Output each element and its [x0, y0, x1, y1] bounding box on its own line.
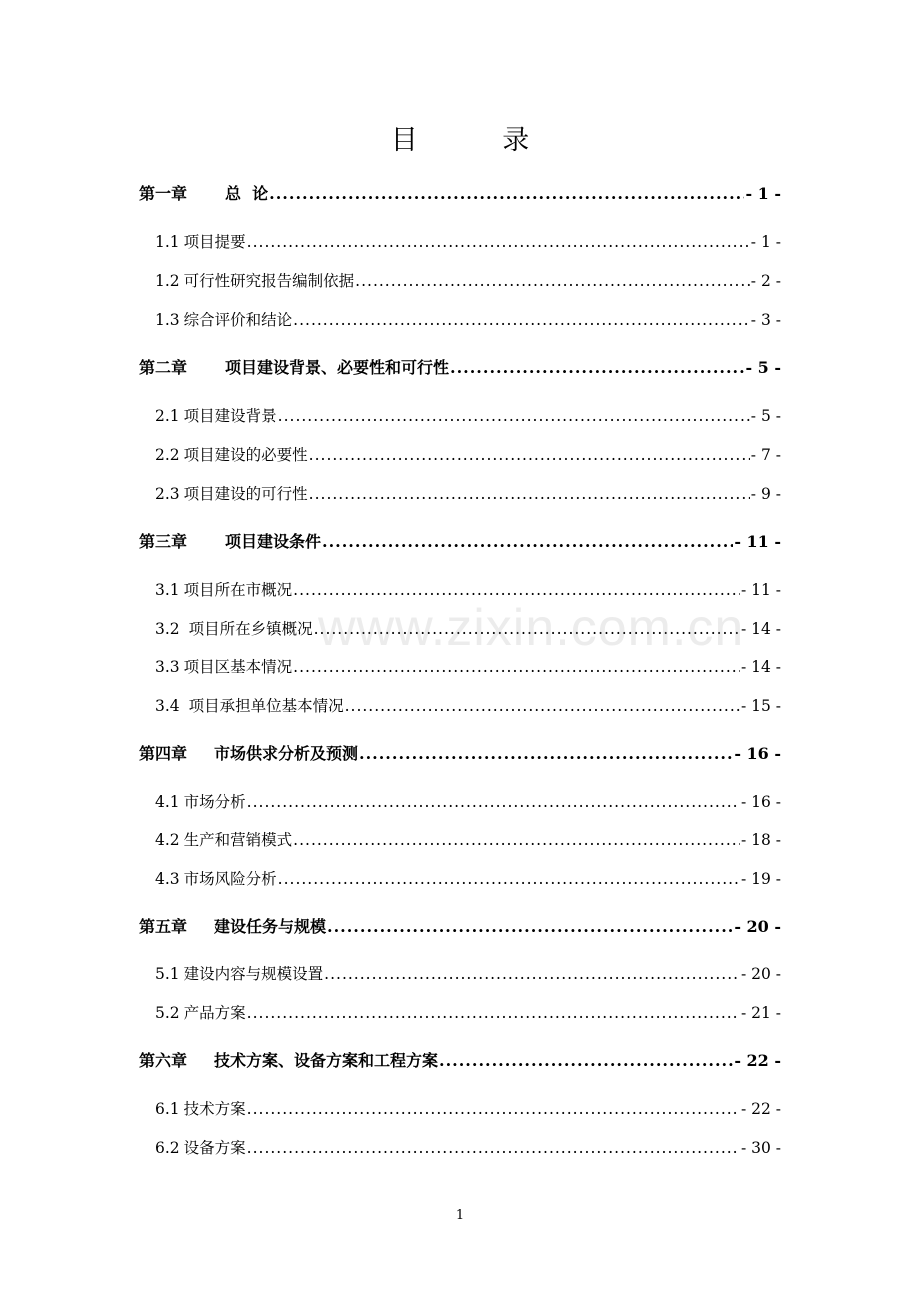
dot-leader [359, 744, 733, 763]
page-number: - 2 - [750, 272, 781, 290]
dot-leader [345, 697, 740, 715]
dot-leader [293, 831, 740, 849]
toc-section-3-1[interactable] [155, 578, 781, 600]
chapter-number: 第四章 [139, 744, 188, 763]
section-title: 项目建设背景 [183, 407, 277, 425]
section-title: 产品方案 [183, 1004, 246, 1022]
page-number: - 11 - [740, 581, 781, 599]
toc-section-4-3[interactable] [155, 867, 781, 889]
section-title: 设备方案 [183, 1139, 246, 1157]
dot-leader [247, 1100, 740, 1118]
section-number: 3.4 [155, 697, 180, 715]
dot-leader [278, 870, 740, 888]
section-number: 1.2 [155, 272, 180, 290]
chapter-title: 项目建设背景、必要性和可行性 [225, 358, 450, 377]
section-title: 项目承担单位基本情况 [183, 697, 344, 715]
dot-leader [269, 184, 744, 203]
chapter-title: 市场供求分析及预测 [214, 744, 359, 763]
section-title: 项目所在市概况 [183, 581, 293, 599]
section-title: 生产和营销模式 [183, 831, 293, 849]
dot-leader [278, 407, 750, 425]
page-number: - 1 - [750, 233, 781, 251]
section-number: 4.1 [155, 793, 180, 811]
section-number: 4.2 [155, 831, 180, 849]
page-number: - 14 - [740, 620, 781, 638]
section-number: 6.2 [155, 1139, 180, 1157]
section-number: 3.2 [155, 620, 180, 638]
toc-section-2-3[interactable] [155, 482, 781, 504]
page-number: - 7 - [750, 446, 781, 464]
dot-leader [293, 311, 750, 329]
page-number: - 14 - [740, 658, 781, 676]
page-number: - 20 - [734, 917, 781, 936]
dot-leader [293, 581, 740, 599]
section-number: 2.2 [155, 446, 180, 464]
toc-section-3-3[interactable] [155, 655, 781, 677]
section-number: 2.3 [155, 485, 180, 503]
section-number: 6.1 [155, 1100, 180, 1118]
watermark: www.zixin.com.cn [318, 599, 745, 657]
section-title: 项目所在乡镇概况 [183, 620, 313, 638]
chapter-number: 第五章 [139, 917, 188, 936]
page-number: - 9 - [750, 485, 781, 503]
chapter-title: 技术方案、设备方案和工程方案 [214, 1051, 439, 1070]
page-number: - 1 - [745, 184, 781, 203]
toc-chapter-1[interactable] [139, 181, 781, 204]
toc-section-5-2[interactable] [155, 1001, 781, 1023]
page-number: - 21 - [740, 1004, 781, 1022]
page-number: - 22 - [740, 1100, 781, 1118]
section-title: 可行性研究报告编制依据 [183, 272, 355, 290]
toc-section-1-2[interactable] [155, 269, 781, 291]
dot-leader [247, 233, 750, 251]
toc-chapter-6[interactable] [139, 1048, 781, 1071]
section-number: 1.3 [155, 311, 180, 329]
toc-section-5-1[interactable] [155, 962, 781, 984]
dot-leader [450, 358, 744, 377]
dot-leader [309, 446, 750, 464]
dot-leader [247, 793, 740, 811]
section-number: 2.1 [155, 407, 180, 425]
page-number: - 18 - [740, 831, 781, 849]
page-number: - 15 - [740, 697, 781, 715]
toc-section-6-2[interactable] [155, 1136, 781, 1158]
page-number: - 19 - [740, 870, 781, 888]
toc-chapter-3[interactable] [139, 529, 781, 552]
section-title: 项目提要 [183, 233, 246, 251]
section-number: 5.1 [155, 965, 180, 983]
section-title: 项目区基本情况 [183, 658, 293, 676]
section-title: 市场风险分析 [183, 870, 277, 888]
section-number: 5.2 [155, 1004, 180, 1022]
toc-section-4-2[interactable] [155, 828, 781, 850]
dot-leader [439, 1051, 733, 1070]
dot-leader [324, 965, 740, 983]
page-number: - 5 - [745, 358, 781, 377]
toc-chapter-4[interactable] [139, 741, 781, 764]
section-title: 市场分析 [183, 793, 246, 811]
page-number: - 20 - [740, 965, 781, 983]
toc-section-6-1[interactable] [155, 1097, 781, 1119]
chapter-title: 项目建设条件 [225, 532, 322, 551]
dot-leader [322, 532, 733, 551]
toc-title: 目 录 [390, 125, 568, 156]
dot-leader [309, 485, 750, 503]
chapter-number: 第二章 [139, 358, 188, 377]
dot-leader [293, 658, 740, 676]
footer-page-number: 1 [455, 1208, 465, 1223]
toc-section-2-2[interactable] [155, 443, 781, 465]
dot-leader [247, 1139, 740, 1157]
dot-leader [355, 272, 750, 290]
toc-chapter-2[interactable] [139, 355, 781, 378]
section-number: 1.1 [155, 233, 180, 251]
toc-section-3-4[interactable] [155, 694, 781, 716]
section-number: 3.1 [155, 581, 180, 599]
chapter-number: 第六章 [139, 1051, 188, 1070]
chapter-number: 第一章 [139, 184, 188, 203]
toc-section-2-1[interactable] [155, 404, 781, 426]
section-title: 综合评价和结论 [183, 311, 293, 329]
section-number: 4.3 [155, 870, 180, 888]
section-title: 项目建设的可行性 [183, 485, 308, 503]
section-title: 技术方案 [183, 1100, 246, 1118]
section-title: 建设内容与规模设置 [183, 965, 324, 983]
page-number: - 16 - [734, 744, 781, 763]
chapter-title: 建设任务与规模 [214, 917, 327, 936]
page-number: - 30 - [740, 1139, 781, 1157]
dot-leader [327, 917, 733, 936]
toc-section-1-3[interactable] [155, 308, 781, 330]
chapter-number: 第三章 [139, 532, 188, 551]
toc-chapter-5[interactable] [139, 914, 781, 937]
page-number: - 22 - [734, 1051, 781, 1070]
page-number: - 5 - [750, 407, 781, 425]
dot-leader [247, 1004, 740, 1022]
page-number: - 11 - [734, 532, 781, 551]
toc-section-1-1[interactable] [155, 230, 781, 252]
chapter-title: 总 论 [225, 184, 269, 203]
page-number: - 16 - [740, 793, 781, 811]
section-number: 3.3 [155, 658, 180, 676]
toc-section-4-1[interactable] [155, 790, 781, 812]
section-title: 项目建设的必要性 [183, 446, 308, 464]
page-number: - 3 - [750, 311, 781, 329]
